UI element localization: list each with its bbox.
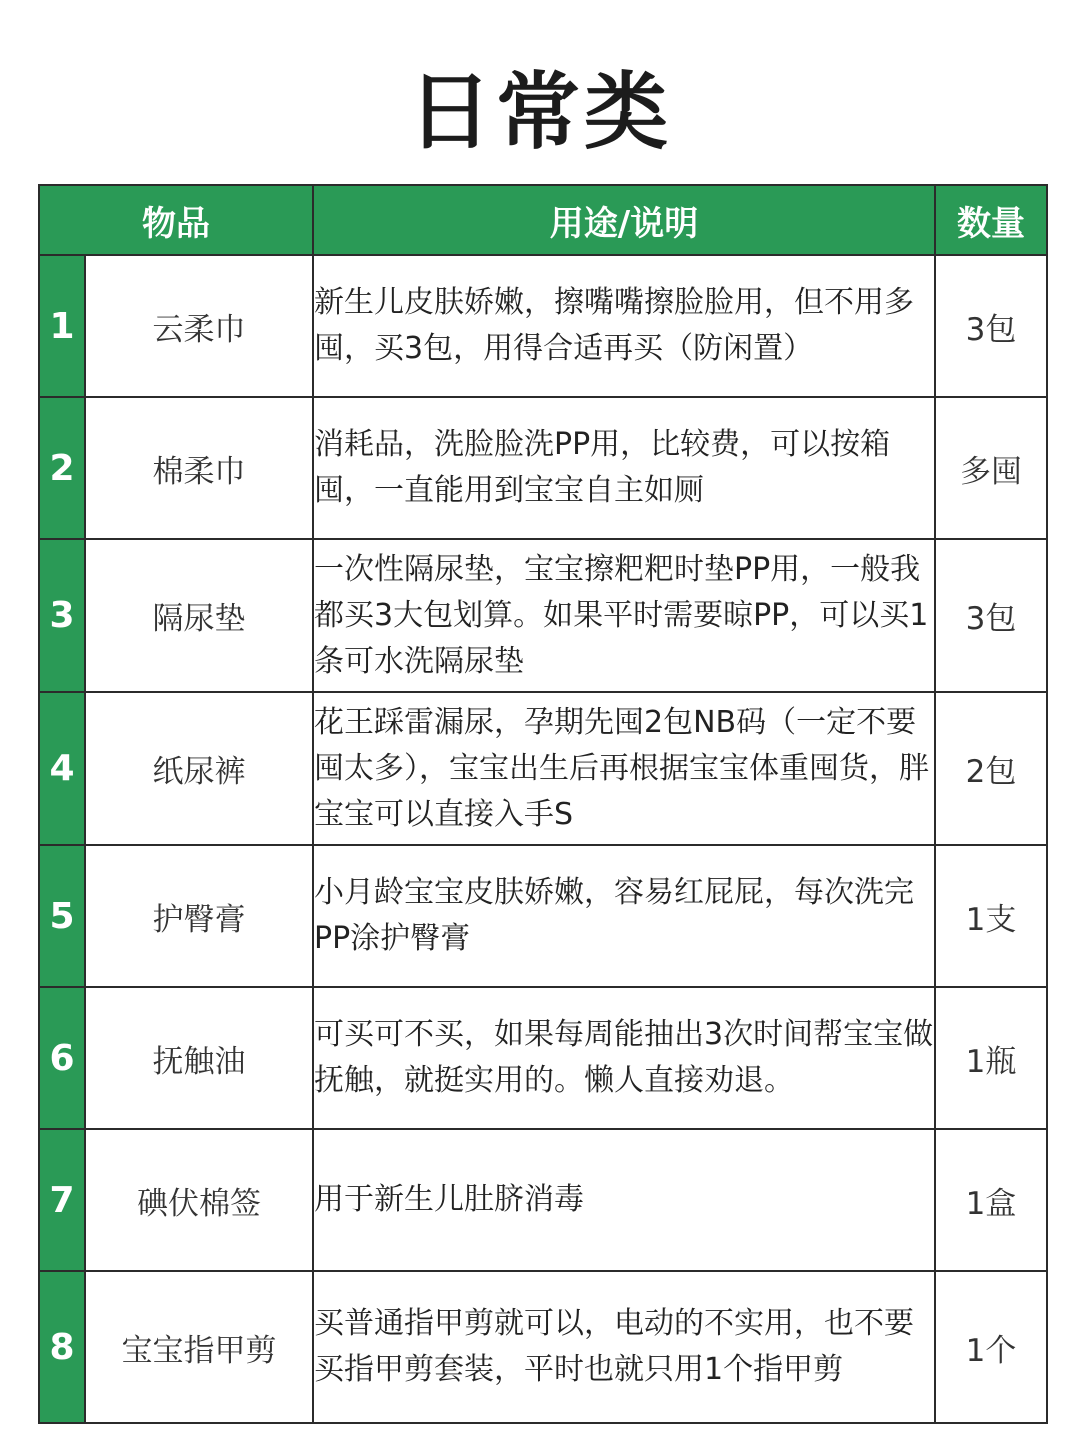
row-number: 7 bbox=[39, 1129, 85, 1271]
item-quantity: 多囤 bbox=[935, 397, 1047, 539]
header-item: 物品 bbox=[39, 185, 313, 255]
table-row bbox=[39, 692, 1047, 845]
row-number: 5 bbox=[39, 845, 85, 987]
item-name: 碘伏棉签 bbox=[85, 1129, 313, 1271]
item-description: 花王踩雷漏尿，孕期先囤2包NB码（一定不要囤太多），宝宝出生后再根据宝宝体重囤货，胖宝宝可以直接入手S bbox=[313, 692, 935, 845]
item-quantity: 1个 bbox=[935, 1271, 1047, 1423]
item-description: 新生儿皮肤娇嫩，擦嘴嘴擦脸脸用，但不用多囤，买3包，用得合适再买（防闲置） bbox=[313, 255, 935, 397]
item-quantity: 3包 bbox=[935, 255, 1047, 397]
row-number: 1 bbox=[39, 255, 85, 397]
item-description: 可买可不买，如果每周能抽出3次时间帮宝宝做抚触，就挺实用的。懒人直接劝退。 bbox=[313, 987, 935, 1129]
item-description: 买普通指甲剪就可以，电动的不实用，也不要买指甲剪套装，平时也就只用1个指甲剪 bbox=[313, 1271, 935, 1423]
item-name: 云柔巾 bbox=[85, 255, 313, 397]
row-number: 3 bbox=[39, 539, 85, 692]
item-name: 护臀膏 bbox=[85, 845, 313, 987]
item-description: 一次性隔尿垫，宝宝擦粑粑时垫PP用，一般我都买3大包划算。如果平时需要晾PP，可以买1条可水洗隔尿垫 bbox=[313, 539, 935, 692]
item-name: 纸尿裤 bbox=[85, 692, 313, 845]
page-title: 日常类 bbox=[407, 63, 672, 161]
row-number: 2 bbox=[39, 397, 85, 539]
item-description: 小月龄宝宝皮肤娇嫩，容易红屁屁，每次洗完PP涂护臀膏 bbox=[313, 845, 935, 987]
table-row bbox=[39, 1129, 1047, 1271]
table-row bbox=[39, 987, 1047, 1129]
item-name: 棉柔巾 bbox=[85, 397, 313, 539]
table-row bbox=[39, 1271, 1047, 1423]
table-row bbox=[39, 397, 1047, 539]
item-quantity: 3包 bbox=[935, 539, 1047, 692]
table-row bbox=[39, 539, 1047, 692]
shopping-list-table bbox=[38, 184, 1048, 1424]
item-description: 消耗品，洗脸脸洗PP用，比较费，可以按箱囤，一直能用到宝宝自主如厕 bbox=[313, 397, 935, 539]
item-name: 宝宝指甲剪 bbox=[85, 1271, 313, 1423]
table-row bbox=[39, 255, 1047, 397]
item-quantity: 2包 bbox=[935, 692, 1047, 845]
item-quantity: 1瓶 bbox=[935, 987, 1047, 1129]
item-description: 用于新生儿肚脐消毒 bbox=[313, 1129, 935, 1271]
header-description: 用途/说明 bbox=[313, 185, 935, 255]
header-quantity: 数量 bbox=[935, 185, 1047, 255]
row-number: 4 bbox=[39, 692, 85, 845]
item-name: 抚触油 bbox=[85, 987, 313, 1129]
table-header-row bbox=[39, 185, 1047, 255]
table-row bbox=[39, 845, 1047, 987]
row-number: 8 bbox=[39, 1271, 85, 1423]
item-quantity: 1盒 bbox=[935, 1129, 1047, 1271]
row-number: 6 bbox=[39, 987, 85, 1129]
item-quantity: 1支 bbox=[935, 845, 1047, 987]
item-name: 隔尿垫 bbox=[85, 539, 313, 692]
